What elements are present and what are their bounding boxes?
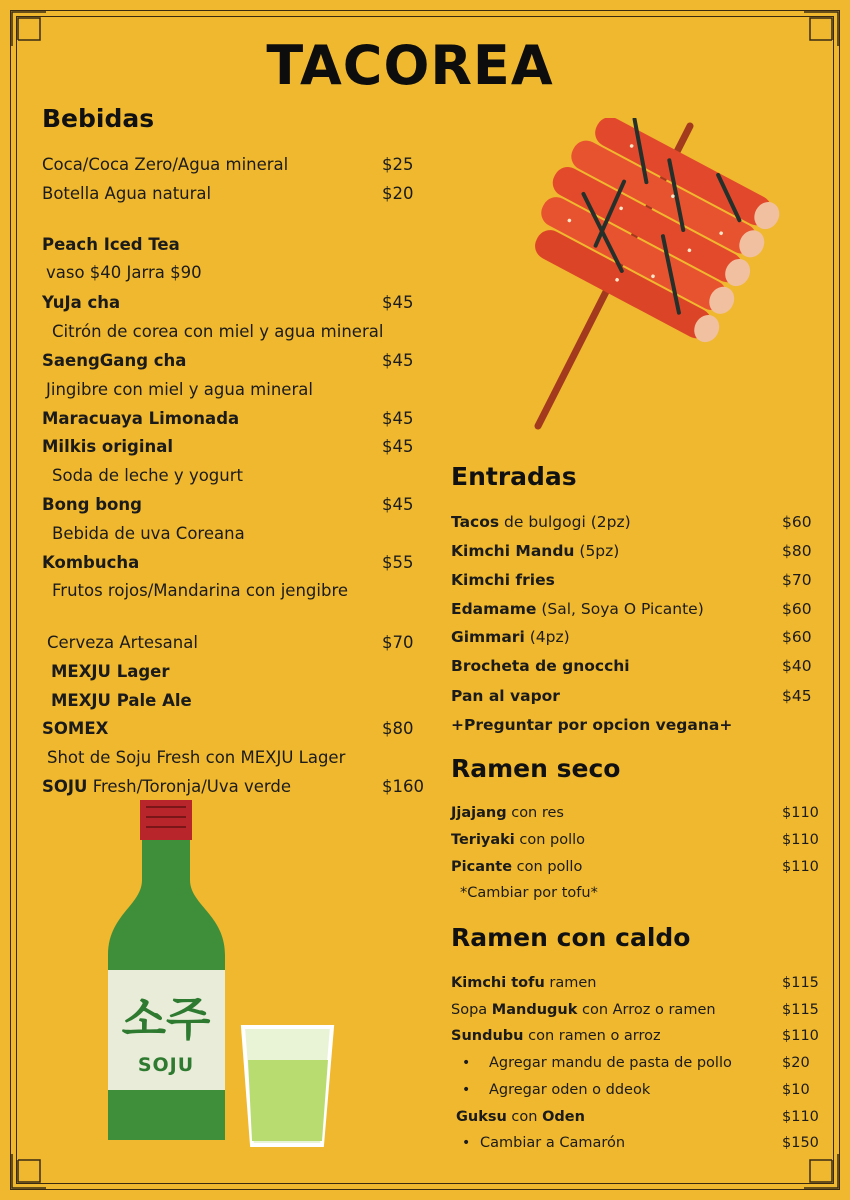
item-name: Brocheta de gnocchi (451, 657, 630, 675)
tteok-skewer-illustration (510, 118, 780, 438)
item-description: Shot de Soju Fresh con MEXJU Lager (47, 748, 346, 767)
menu-item (42, 152, 288, 178)
item-description: Bebida de uva Coreana (52, 524, 245, 543)
menu-item (42, 290, 120, 316)
item-description: Agregar mandu de pasta de pollo (489, 1055, 732, 1071)
item-description: vaso $40 Jarra $90 (46, 263, 202, 282)
corner-ornament-bottom-left (10, 1150, 50, 1190)
menu-item (42, 232, 180, 258)
item-name: Edamame (451, 600, 537, 618)
item-name: Teriyaki (451, 832, 515, 848)
item-name: Sundubu (451, 1028, 524, 1044)
item-price: $70 (782, 571, 812, 589)
item-description: Soda de leche y yogurt (52, 466, 243, 485)
item-price: $80 (782, 542, 812, 560)
item-description: (4pz) (524, 628, 570, 646)
item-price: $110 (782, 805, 819, 821)
item-name: Pan al vapor (451, 687, 560, 705)
item-description: con (506, 1109, 543, 1125)
item-description: *Cambiar por tofu* (460, 885, 598, 901)
soju-bottle-illustration (100, 795, 350, 1150)
menu-item (451, 827, 585, 853)
item-description: con pollo (514, 832, 586, 848)
menu-item (451, 538, 619, 564)
menu-item (451, 567, 555, 593)
bullet-icon: • (462, 1082, 471, 1098)
item-name: +Preguntar por opcion vegana+ (451, 716, 733, 734)
item-price: $110 (782, 832, 819, 848)
item-price: $110 (782, 1109, 819, 1125)
menu-item (52, 521, 245, 547)
menu-item (451, 509, 631, 535)
menu-item (42, 406, 239, 432)
menu-item (42, 434, 173, 460)
item-description: con ramen o arroz (523, 1028, 661, 1044)
item-name: Milkis original (42, 437, 174, 456)
item-name: SaengGang cha (42, 351, 187, 370)
menu-item (42, 550, 139, 576)
item-description: Citrón de corea con miel y agua mineral (52, 322, 384, 341)
soju-label-korean: 소주 (121, 992, 211, 1046)
menu-item (451, 970, 596, 996)
item-description: Frutos rojos/Mandarina con jengibre (52, 581, 349, 600)
item-description: Cambiar a Camarón (480, 1135, 626, 1151)
item-name: Gimmari (451, 628, 525, 646)
menu-item (42, 348, 186, 374)
item-description: Cerveza Artesanal (47, 633, 198, 652)
item-price: $20 (782, 1055, 810, 1071)
item-name: SOJU (42, 777, 88, 796)
item-name: Kimchi tofu (451, 975, 545, 991)
menu-item (42, 492, 142, 518)
item-name: Bong bong (42, 495, 142, 514)
item-description: de bulgogi (2pz) (499, 513, 631, 531)
bullet-icon: • (462, 1055, 471, 1071)
menu-item (47, 745, 345, 771)
menu-item (42, 716, 108, 742)
item-description: Coca/Coca Zero/Agua mineral (42, 155, 289, 174)
menu-item (46, 260, 202, 286)
item-description: (Sal, Soya O Picante) (536, 600, 704, 618)
item-price: $115 (782, 975, 819, 991)
item-description: (5pz) (574, 542, 620, 560)
menu-item (42, 181, 211, 207)
section-heading-ramen-caldo: Ramen con caldo (451, 923, 691, 952)
item-name: Manduguk (491, 1002, 578, 1018)
section-heading-ramen-seco: Ramen seco (451, 754, 621, 783)
item-description: Fresh/Toronja/Uva verde (87, 777, 292, 796)
menu-item (451, 596, 704, 622)
menu-item (52, 463, 243, 489)
item-price: $160 (382, 777, 424, 796)
menu-item (51, 688, 192, 714)
item-name: Oden (542, 1109, 585, 1125)
menu-item (52, 578, 348, 604)
item-description: con Arroz o ramen (577, 1002, 716, 1018)
menu-item (47, 630, 198, 656)
menu-item (451, 854, 582, 880)
item-price: $55 (382, 553, 414, 572)
item-name: YuJa cha (42, 293, 121, 312)
menu-item (451, 800, 564, 826)
item-price: $40 (782, 657, 812, 675)
item-price: $60 (782, 600, 812, 618)
item-name: Kimchi Mandu (451, 542, 575, 560)
item-name: Guksu (456, 1109, 507, 1125)
item-price: $45 (782, 687, 812, 705)
item-name: Kimchi fries (451, 571, 555, 589)
menu-item (451, 624, 570, 650)
item-name: Kombucha (42, 553, 140, 572)
item-price: $45 (382, 293, 414, 312)
menu-item (451, 683, 560, 709)
item-price: $20 (382, 184, 414, 203)
item-price: $45 (382, 495, 414, 514)
item-description: Sopa (451, 1002, 492, 1018)
item-name: SOMEX (42, 719, 109, 738)
item-price: $25 (382, 155, 414, 174)
item-name: MEXJU Lager (51, 662, 170, 681)
soju-label-latin: SOJU (137, 1054, 195, 1076)
menu-item (451, 997, 716, 1023)
item-name: Jjajang (451, 805, 507, 821)
item-description: ramen (544, 975, 597, 991)
item-name: Picante (451, 859, 513, 875)
menu-item (460, 880, 598, 906)
item-price: $60 (782, 628, 812, 646)
item-price: $10 (782, 1082, 810, 1098)
menu-item (52, 319, 383, 345)
menu-item (451, 653, 630, 679)
item-description: con pollo (512, 859, 583, 875)
item-price: $70 (382, 633, 414, 652)
section-heading-bebidas: Bebidas (42, 104, 155, 133)
menu-item (456, 1104, 585, 1130)
item-price: $45 (382, 409, 414, 428)
item-description: con res (506, 805, 564, 821)
corner-ornament-bottom-right (800, 1150, 840, 1190)
item-price: $110 (782, 859, 819, 875)
item-name: Maracuaya Limonada (42, 409, 240, 428)
menu-item (46, 377, 313, 403)
item-price: $45 (382, 351, 414, 370)
item-price: $80 (382, 719, 414, 738)
item-description: Botella Agua natural (42, 184, 212, 203)
item-description: Agregar oden o ddeok (489, 1082, 651, 1098)
section-heading-entradas: Entradas (451, 462, 577, 491)
menu-item (451, 1023, 661, 1049)
item-price: $110 (782, 1028, 819, 1044)
item-name: Peach Iced Tea (42, 235, 180, 254)
menu-item (451, 712, 732, 738)
menu-item (489, 1077, 650, 1103)
item-price: $115 (782, 1002, 819, 1018)
item-price: $60 (782, 513, 812, 531)
item-price: $45 (382, 437, 414, 456)
menu-item (480, 1130, 625, 1156)
menu-item (489, 1050, 732, 1076)
item-description: Jingibre con miel y agua mineral (46, 380, 313, 399)
item-price: $150 (782, 1135, 819, 1151)
item-name: MEXJU Pale Ale (51, 691, 192, 710)
item-name: Tacos (451, 513, 500, 531)
menu-item (51, 659, 169, 685)
restaurant-title: TACOREA (266, 34, 554, 97)
bullet-icon: • (462, 1135, 471, 1151)
